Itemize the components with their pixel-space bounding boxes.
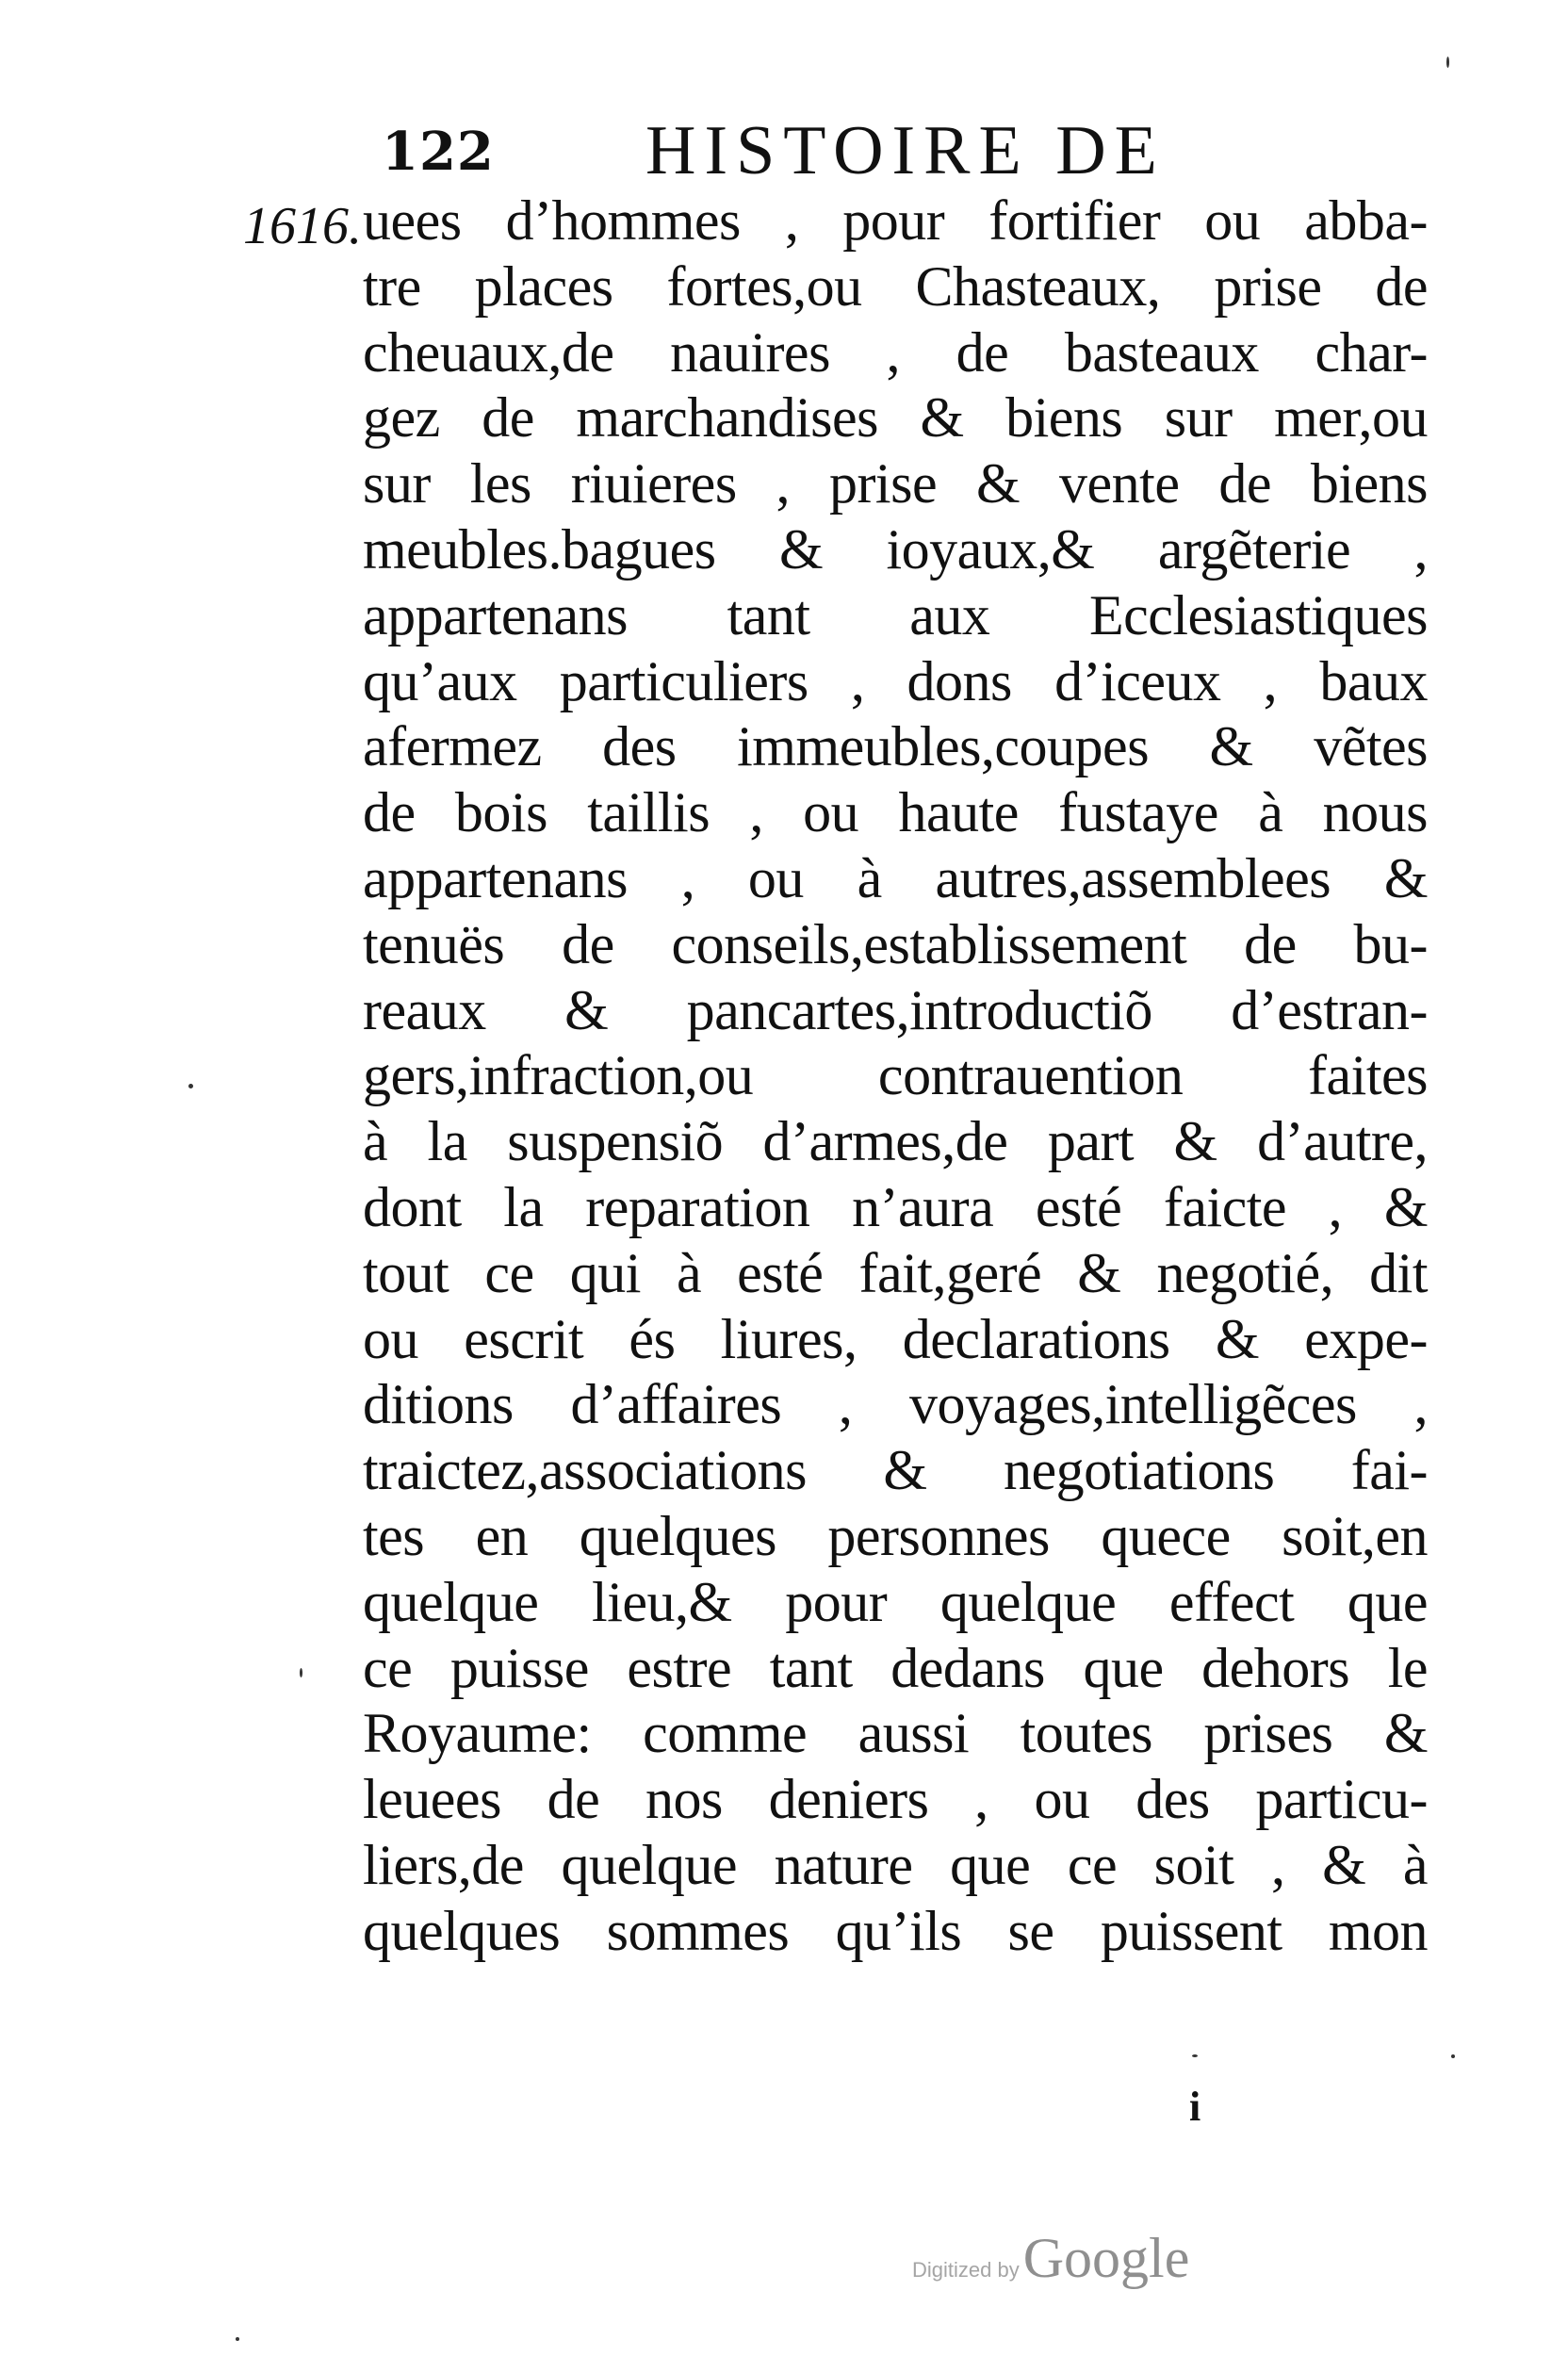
text-line: traictez,associations & negotiations fai-	[363, 1439, 1428, 1502]
margin-year: 1616.	[243, 197, 362, 255]
text-line: leuees de nos deniers , ou des particu-	[363, 1768, 1428, 1831]
page-header	[382, 111, 1249, 196]
text-line: tout ce qui à esté fait,geré & negotié, dit	[363, 1241, 1428, 1304]
watermark-prefix: Digitized by	[912, 2258, 1020, 2282]
text-line: reaux & pancartes,introductiõ d’estran-	[363, 978, 1428, 1041]
text-line: tenuës de conseils,establissement de bu-	[363, 912, 1428, 975]
text-line: quelque lieu,& pour quelque effect que	[363, 1570, 1428, 1633]
text-line: ce puisse estre tant dedans que dehors le	[363, 1636, 1428, 1699]
text-line: de bois taillis , ou haute fustaye à nous	[363, 781, 1428, 844]
text-line: appartenans , ou à autres,assemblees &	[363, 846, 1428, 909]
text-line: tre places fortes,ou Chasteaux, prise de	[363, 254, 1428, 318]
text-line: appartenans tant aux Ecclesiastiques	[363, 583, 1428, 646]
signature-mark: i	[1189, 2084, 1201, 2130]
text-line: sur les riuieres , prise & vente de biens	[363, 452, 1428, 515]
scan-speck	[1446, 57, 1449, 68]
text-line: ditions d’affaires , voyages,intelligẽces ,	[363, 1373, 1428, 1436]
text-line: afermez des immeubles,coupes & vẽtes	[363, 715, 1428, 778]
text-line: ou escrit és liures, declarations & expe-	[363, 1307, 1428, 1370]
body-text	[363, 188, 1428, 1965]
text-line: gers,infraction,ou contrauention faites	[363, 1044, 1428, 1107]
scan-speck	[300, 1668, 302, 1677]
text-line: dont la reparation n’aura esté faicte , &	[363, 1175, 1428, 1238]
scan-speck	[236, 2337, 239, 2341]
running-title: HISTOIRE DE	[645, 112, 1166, 189]
text-line: uees d’hommes , pour fortifier ou abba-	[363, 189, 1428, 252]
text-line: liers,de quelque nature que ce soit , & à	[363, 1833, 1428, 1896]
text-line: qu’aux particuliers , dons d’iceux , baux	[363, 649, 1428, 712]
text-line: Royaume: comme aussi toutes prises &	[363, 1702, 1428, 1765]
digitized-watermark	[912, 2226, 1189, 2301]
scan-speck	[1192, 2054, 1198, 2057]
text-line: cheuaux,de nauires , de basteaux char-	[363, 320, 1428, 384]
text-line: tes en quelques personnes quece soit,en	[363, 1504, 1428, 1567]
scan-speck	[1451, 2054, 1455, 2058]
text-line: quelques sommes qu’ils se puissent mon	[363, 1899, 1428, 1962]
text-line: meubles.bagues & ioyaux,& argẽterie ,	[363, 517, 1428, 581]
page-number: 122	[382, 121, 495, 183]
text-line: à la suspensiõ d’armes,de part & d’autre,	[363, 1110, 1428, 1173]
text-line: gez de marchandises & biens sur mer,ou	[363, 386, 1428, 450]
google-logo: Google	[1022, 2227, 1190, 2289]
scan-speck	[188, 1084, 193, 1088]
